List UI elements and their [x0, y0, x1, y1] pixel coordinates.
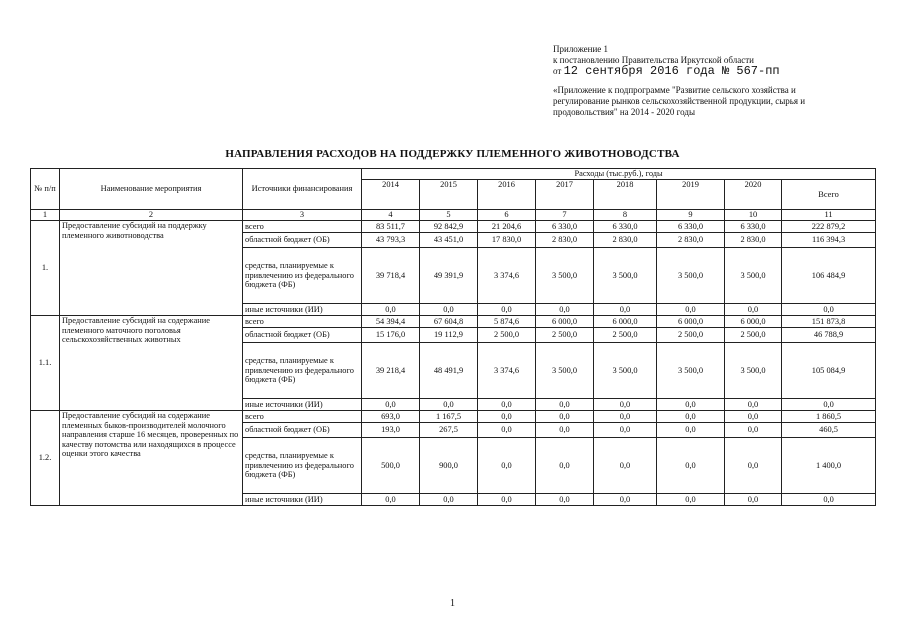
- column-index: 5: [420, 210, 478, 221]
- year-value: 0,0: [657, 304, 725, 316]
- activity-name: Предоставление субсидий на содержание племенных быков-производителей молочного направления старше 16 месяцев, проверенных по качеству потомства или находящихся в процессе оценки этого качества: [60, 411, 243, 506]
- activity-name: Предоставление субсидий на содержание племенного маточного поголовья сельскохозяйственных животных: [60, 316, 243, 411]
- year-value: 0,0: [725, 438, 782, 494]
- year-value: 6 330,0: [725, 221, 782, 233]
- year-value: 0,0: [536, 423, 594, 438]
- year-value: 0,0: [594, 411, 657, 423]
- document-header: [553, 44, 893, 118]
- year-value: 6 000,0: [536, 316, 594, 328]
- row-number: 1.1.: [31, 316, 60, 411]
- year-value: 0,0: [725, 423, 782, 438]
- column-index: 6: [478, 210, 536, 221]
- year-value: 6 330,0: [657, 221, 725, 233]
- table-row: [31, 316, 876, 328]
- activity-name: Предоставление субсидий на поддержку племенного животноводства: [60, 221, 243, 316]
- year-value: 0,0: [478, 399, 536, 411]
- year-value: 0,0: [478, 438, 536, 494]
- header-total: Всего: [782, 180, 876, 210]
- column-index: 10: [725, 210, 782, 221]
- column-index: 8: [594, 210, 657, 221]
- year-value: 3 500,0: [594, 248, 657, 304]
- funding-source: средства, планируемые к привлечению из федерального бюджета (ФБ): [243, 248, 362, 304]
- year-value: 0,0: [536, 494, 594, 506]
- header-year: 2017: [536, 180, 594, 210]
- expenses-table: [30, 168, 876, 506]
- year-value: 1 167,5: [420, 411, 478, 423]
- total-value: 105 084,9: [782, 343, 876, 399]
- total-value: 116 394,3: [782, 233, 876, 248]
- year-value: 2 830,0: [725, 233, 782, 248]
- quote-line-1: «Приложение к подпрограмме "Развитие сельского хозяйства и: [553, 85, 796, 95]
- year-value: 0,0: [478, 423, 536, 438]
- funding-source: всего: [243, 411, 362, 423]
- year-value: 0,0: [594, 399, 657, 411]
- total-value: 1 400,0: [782, 438, 876, 494]
- year-value: 3 500,0: [536, 248, 594, 304]
- year-value: 0,0: [362, 399, 420, 411]
- funding-source: областной бюджет (ОБ): [243, 233, 362, 248]
- year-value: 17 830,0: [478, 233, 536, 248]
- year-value: 0,0: [420, 399, 478, 411]
- funding-source: иные источники (ИИ): [243, 494, 362, 506]
- funding-source: всего: [243, 221, 362, 233]
- year-value: 267,5: [420, 423, 478, 438]
- header-year: 2020: [725, 180, 782, 210]
- year-value: 3 500,0: [536, 343, 594, 399]
- year-value: 6 330,0: [594, 221, 657, 233]
- year-value: 15 176,0: [362, 328, 420, 343]
- year-value: 693,0: [362, 411, 420, 423]
- column-index: 9: [657, 210, 725, 221]
- header-year: 2018: [594, 180, 657, 210]
- year-value: 2 500,0: [725, 328, 782, 343]
- year-value: 67 604,8: [420, 316, 478, 328]
- year-value: 6 330,0: [536, 221, 594, 233]
- year-value: 0,0: [536, 399, 594, 411]
- year-value: 83 511,7: [362, 221, 420, 233]
- year-value: 0,0: [657, 423, 725, 438]
- resolution-ref: к постановлению Правительства Иркутской области: [553, 55, 754, 65]
- year-value: 6 000,0: [657, 316, 725, 328]
- year-value: 2 500,0: [536, 328, 594, 343]
- table-row: [31, 221, 876, 233]
- row-number: 1.2.: [31, 411, 60, 506]
- resolution-date: [553, 66, 893, 77]
- total-value: 0,0: [782, 494, 876, 506]
- header-num: № п/п: [31, 169, 60, 210]
- year-value: 5 874,6: [478, 316, 536, 328]
- funding-source: областной бюджет (ОБ): [243, 423, 362, 438]
- header-year: 2014: [362, 180, 420, 210]
- total-value: 222 879,2: [782, 221, 876, 233]
- table-row: [31, 411, 876, 423]
- date-value: 12 сентября 2016 года № 567-пп: [563, 64, 780, 78]
- year-value: 0,0: [362, 494, 420, 506]
- column-index: 11: [782, 210, 876, 221]
- year-value: 0,0: [536, 304, 594, 316]
- column-index: 4: [362, 210, 420, 221]
- column-index: 7: [536, 210, 594, 221]
- year-value: 0,0: [420, 304, 478, 316]
- year-value: 0,0: [478, 411, 536, 423]
- column-index-row: [31, 210, 876, 221]
- year-value: 0,0: [420, 494, 478, 506]
- year-value: 0,0: [657, 438, 725, 494]
- year-value: 43 793,3: [362, 233, 420, 248]
- year-value: 3 374,6: [478, 248, 536, 304]
- column-index: 3: [243, 210, 362, 221]
- header-expenses: Расходы (тыс.руб.), годы: [362, 169, 876, 180]
- year-value: 900,0: [420, 438, 478, 494]
- funding-source: средства, планируемые к привлечению из федерального бюджета (ФБ): [243, 343, 362, 399]
- year-value: 19 112,9: [420, 328, 478, 343]
- subprogram-quote: [553, 85, 893, 118]
- year-value: 3 500,0: [657, 343, 725, 399]
- year-value: 3 500,0: [725, 343, 782, 399]
- total-value: 1 860,5: [782, 411, 876, 423]
- year-value: 3 374,6: [478, 343, 536, 399]
- year-value: 3 500,0: [657, 248, 725, 304]
- year-value: 92 842,9: [420, 221, 478, 233]
- year-value: 500,0: [362, 438, 420, 494]
- funding-source: всего: [243, 316, 362, 328]
- year-value: 2 500,0: [657, 328, 725, 343]
- column-index: 1: [31, 210, 60, 221]
- year-value: 0,0: [594, 494, 657, 506]
- year-value: 0,0: [725, 411, 782, 423]
- year-value: 48 491,9: [420, 343, 478, 399]
- year-value: 0,0: [536, 411, 594, 423]
- year-value: 39 718,4: [362, 248, 420, 304]
- year-value: 6 000,0: [725, 316, 782, 328]
- year-value: 0,0: [536, 438, 594, 494]
- header-year: 2019: [657, 180, 725, 210]
- year-value: 193,0: [362, 423, 420, 438]
- year-value: 0,0: [725, 399, 782, 411]
- total-value: 46 788,9: [782, 328, 876, 343]
- total-value: 460,5: [782, 423, 876, 438]
- year-value: 0,0: [594, 423, 657, 438]
- year-value: 0,0: [725, 304, 782, 316]
- year-value: 49 391,9: [420, 248, 478, 304]
- year-value: 2 830,0: [657, 233, 725, 248]
- page-number: 1: [450, 598, 455, 609]
- year-value: 0,0: [657, 399, 725, 411]
- year-value: 0,0: [657, 411, 725, 423]
- year-value: 43 451,0: [420, 233, 478, 248]
- header-year: 2015: [420, 180, 478, 210]
- year-value: 2 830,0: [594, 233, 657, 248]
- row-number: 1.: [31, 221, 60, 316]
- year-value: 0,0: [478, 494, 536, 506]
- year-value: 0,0: [362, 304, 420, 316]
- date-prefix: от: [553, 66, 562, 76]
- year-value: 2 830,0: [536, 233, 594, 248]
- total-value: 106 484,9: [782, 248, 876, 304]
- year-value: 2 500,0: [478, 328, 536, 343]
- document-title: НАПРАВЛЕНИЯ РАСХОДОВ НА ПОДДЕРЖКУ ПЛЕМЕННОГО ЖИВОТНОВОДСТВА: [225, 148, 680, 160]
- year-value: 21 204,6: [478, 221, 536, 233]
- funding-source: иные источники (ИИ): [243, 399, 362, 411]
- year-value: 3 500,0: [594, 343, 657, 399]
- header-source: Источники финансирования: [243, 169, 362, 210]
- column-index: 2: [60, 210, 243, 221]
- funding-source: средства, планируемые к привлечению из федерального бюджета (ФБ): [243, 438, 362, 494]
- quote-line-3: продовольствия" на 2014 - 2020 годы: [553, 107, 696, 117]
- year-value: 0,0: [657, 494, 725, 506]
- funding-source: областной бюджет (ОБ): [243, 328, 362, 343]
- year-value: 54 394,4: [362, 316, 420, 328]
- quote-line-2: регулирование рынков сельскохозяйственной продукции, сырья и: [553, 96, 806, 106]
- year-value: 0,0: [478, 304, 536, 316]
- year-value: 3 500,0: [725, 248, 782, 304]
- total-value: 0,0: [782, 399, 876, 411]
- total-value: 151 873,8: [782, 316, 876, 328]
- year-value: 39 218,4: [362, 343, 420, 399]
- year-value: 0,0: [594, 304, 657, 316]
- year-value: 0,0: [725, 494, 782, 506]
- header-name: Наименование мероприятия: [60, 169, 243, 210]
- total-value: 0,0: [782, 304, 876, 316]
- year-value: 6 000,0: [594, 316, 657, 328]
- header-year: 2016: [478, 180, 536, 210]
- appendix-label: Приложение 1: [553, 44, 609, 54]
- year-value: 0,0: [594, 438, 657, 494]
- funding-source: иные источники (ИИ): [243, 304, 362, 316]
- year-value: 2 500,0: [594, 328, 657, 343]
